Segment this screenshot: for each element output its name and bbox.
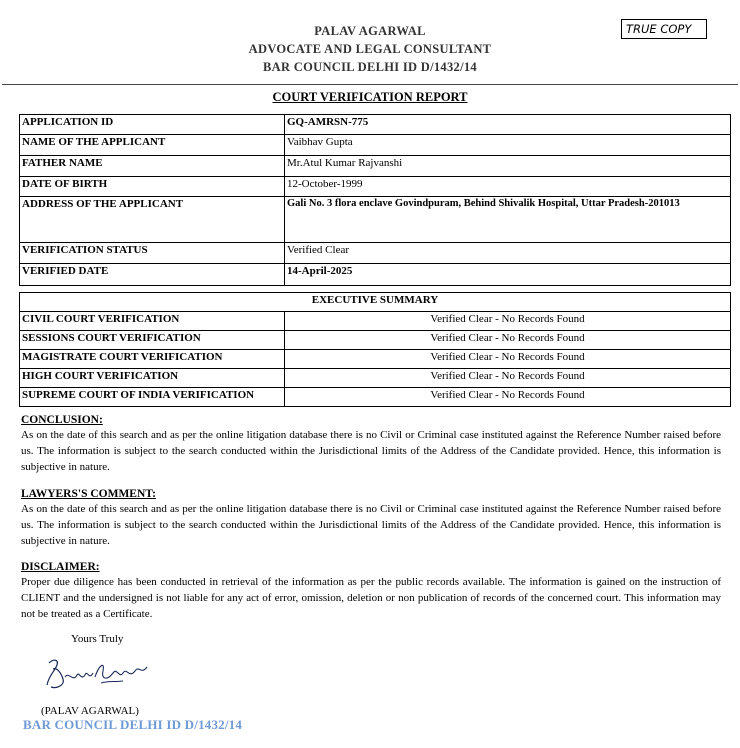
detail-value: 12-October-1999 <box>285 177 731 197</box>
summary-value: Verified Clear - No Records Found <box>285 369 731 388</box>
table-row <box>20 177 731 197</box>
conclusion-text: As on the date of this search and as per the online litigation database there is no Civil or Criminal case instituted against the Reference Number raised before us. The information is subject to the search conducted within the Jurisdictional limits of the Address of the Candidate provided. Hence, this information is subjective in nature. <box>21 429 721 473</box>
lawyers-comment-section <box>21 487 721 549</box>
table-row <box>20 135 731 156</box>
detail-label: DATE OF BIRTH <box>20 177 285 197</box>
summary-value: Verified Clear - No Records Found <box>285 331 731 350</box>
summary-label: HIGH COURT VERIFICATION <box>20 369 285 388</box>
detail-value: Vaibhav Gupta <box>285 135 731 156</box>
detail-label: APPLICATION ID <box>20 115 285 135</box>
detail-label: VERIFICATION STATUS <box>20 243 285 264</box>
bar-council-id: BAR COUNCIL DELHI ID D/1432/14 <box>263 60 477 74</box>
table-row <box>20 388 731 407</box>
disclaimer-section <box>21 560 721 622</box>
table-row <box>20 369 731 388</box>
detail-label: NAME OF THE APPLICANT <box>20 135 285 156</box>
advocate-name: PALAV AGARWAL <box>314 24 426 38</box>
summary-value: Verified Clear - No Records Found <box>285 350 731 369</box>
detail-label: ADDRESS OF THE APPLICANT <box>20 197 285 243</box>
summary-label: CIVIL COURT VERIFICATION <box>20 312 285 331</box>
table-row <box>20 293 731 312</box>
detail-label: FATHER NAME <box>20 156 285 177</box>
disclaimer-text: Proper due diligence has been conducted in retrieval of the information as per the public records available. The information is gained on the instruction of CLIENT and the undersigned is not liable for any act of error, omission, deletion or non publication of records of the concerned court. This information may not be treated as a Certificate. <box>21 576 721 620</box>
detail-value: 14-April-2025 <box>285 264 731 286</box>
disclaimer-heading: DISCLAIMER: <box>21 561 100 573</box>
advocate-role: ADVOCATE AND LEGAL CONSULTANT <box>248 42 492 56</box>
applicant-details-table <box>19 114 731 286</box>
detail-value: Gali No. 3 flora enclave Govindpuram, Behind Shivalik Hospital, Uttar Pradesh-201013 <box>285 197 731 243</box>
table-row <box>20 264 731 286</box>
table-row <box>20 156 731 177</box>
true-copy-stamp: TRUE COPY <box>621 19 707 39</box>
header-divider <box>2 84 738 85</box>
table-row <box>20 115 731 135</box>
summary-label: MAGISTRATE COURT VERIFICATION <box>20 350 285 369</box>
conclusion-heading: CONCLUSION: <box>21 414 103 426</box>
summary-title: EXECUTIVE SUMMARY <box>20 293 731 312</box>
signee-name: (PALAV AGARWAL) <box>41 705 139 717</box>
table-row <box>20 197 731 243</box>
executive-summary-table <box>19 292 731 407</box>
summary-value: Verified Clear - No Records Found <box>285 388 731 407</box>
summary-label: SUPREME COURT OF INDIA VERIFICATION <box>20 388 285 407</box>
conclusion-section <box>21 413 721 475</box>
detail-value: GQ-AMRSN-775 <box>285 115 731 135</box>
table-row <box>20 331 731 350</box>
detail-value: Verified Clear <box>285 243 731 264</box>
handwritten-signature <box>43 655 155 695</box>
table-row <box>20 350 731 369</box>
table-row <box>20 312 731 331</box>
lawyers-comment-heading: LAWYERS'S COMMENT: <box>21 488 156 500</box>
table-row <box>20 243 731 264</box>
footer-bar-council-id: BAR COUNCIL DELHI ID D/1432/14 <box>23 717 243 732</box>
report-title: COURT VERIFICATION REPORT <box>272 90 468 104</box>
summary-label: SESSIONS COURT VERIFICATION <box>20 331 285 350</box>
detail-value: Mr.Atul Kumar Rajvanshi <box>285 156 731 177</box>
summary-value: Verified Clear - No Records Found <box>285 312 731 331</box>
detail-label: VERIFIED DATE <box>20 264 285 286</box>
salutation: Yours Truly <box>71 633 124 645</box>
lawyers-comment-text: As on the date of this search and as per the online litigation database there is no Civil or Criminal case instituted against the Reference Number raised before us. The information is subject to the search conducted within the Jurisdictional limits of the Address of the Candidate provided. Hence, this information is subjective in nature. <box>21 503 721 547</box>
